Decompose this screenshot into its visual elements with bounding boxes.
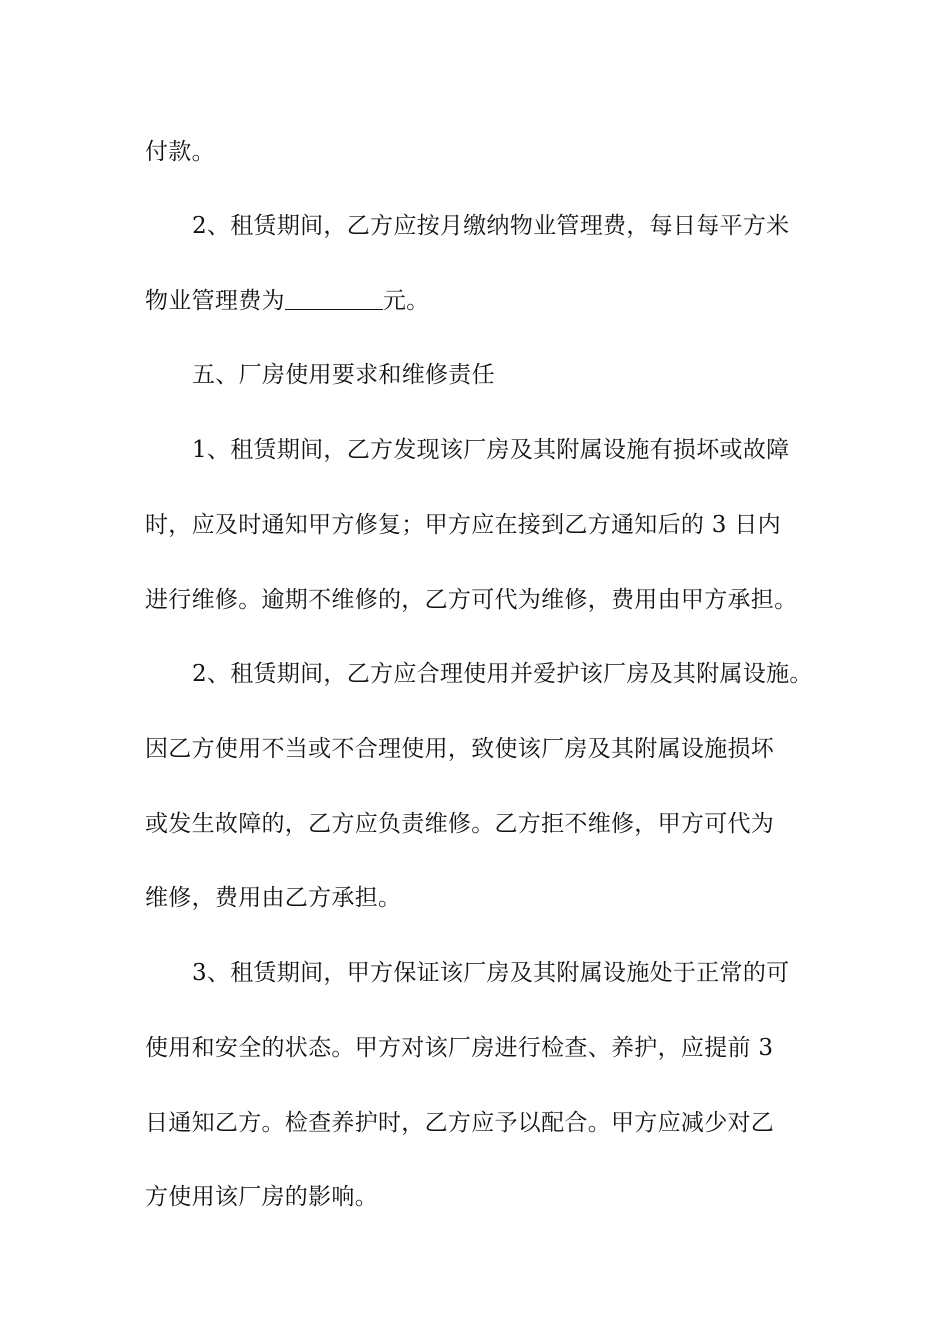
- paragraph-2b-line-4: 维修，费用由乙方承担。: [145, 885, 402, 911]
- text-segment: 元。: [382, 288, 430, 314]
- text-segment: 物业管理费为: [145, 288, 285, 314]
- paragraph-2b-line-2: 因乙方使用不当或不合理使用，致使该厂房及其附属设施损坏: [145, 736, 775, 762]
- paragraph-1-line-1: 1、租赁期间，乙方发现该厂房及其附属设施有损坏或故障: [192, 437, 790, 463]
- paragraph-3-line-4: 方使用该厂房的影响。: [145, 1184, 378, 1210]
- text-line-with-blank: [145, 283, 825, 319]
- fill-in-blank: [285, 287, 383, 310]
- paragraph-1-line-2: 时，应及时通知甲方修复；甲方应在接到乙方通知后的 3 日内: [145, 512, 781, 538]
- paragraph-2b-line-1: 2、租赁期间，乙方应合理使用并爱护该厂房及其附属设施。: [192, 661, 813, 687]
- paragraph-3-line-2: 使用和安全的状态。甲方对该厂房进行检查、养护，应提前 3: [145, 1035, 774, 1061]
- paragraph-2-line-1: 2、租赁期间，乙方应按月缴纳物业管理费，每日每平方米: [192, 213, 790, 239]
- paragraph-1-line-3: 进行维修。逾期不维修的，乙方可代为维修，费用由甲方承担。: [145, 587, 798, 613]
- paragraph-3-line-1: 3、租赁期间，甲方保证该厂房及其附属设施处于正常的可: [192, 960, 790, 986]
- paragraph-2b-line-3: 或发生故障的，乙方应负责维修。乙方拒不维修，甲方可代为: [145, 811, 775, 837]
- paragraph-3-line-3: 日通知乙方。检查养护时，乙方应予以配合。甲方应减少对乙: [145, 1110, 775, 1136]
- section-heading: 五、厂房使用要求和维修责任: [192, 362, 495, 388]
- text-line: 付款。: [145, 139, 215, 165]
